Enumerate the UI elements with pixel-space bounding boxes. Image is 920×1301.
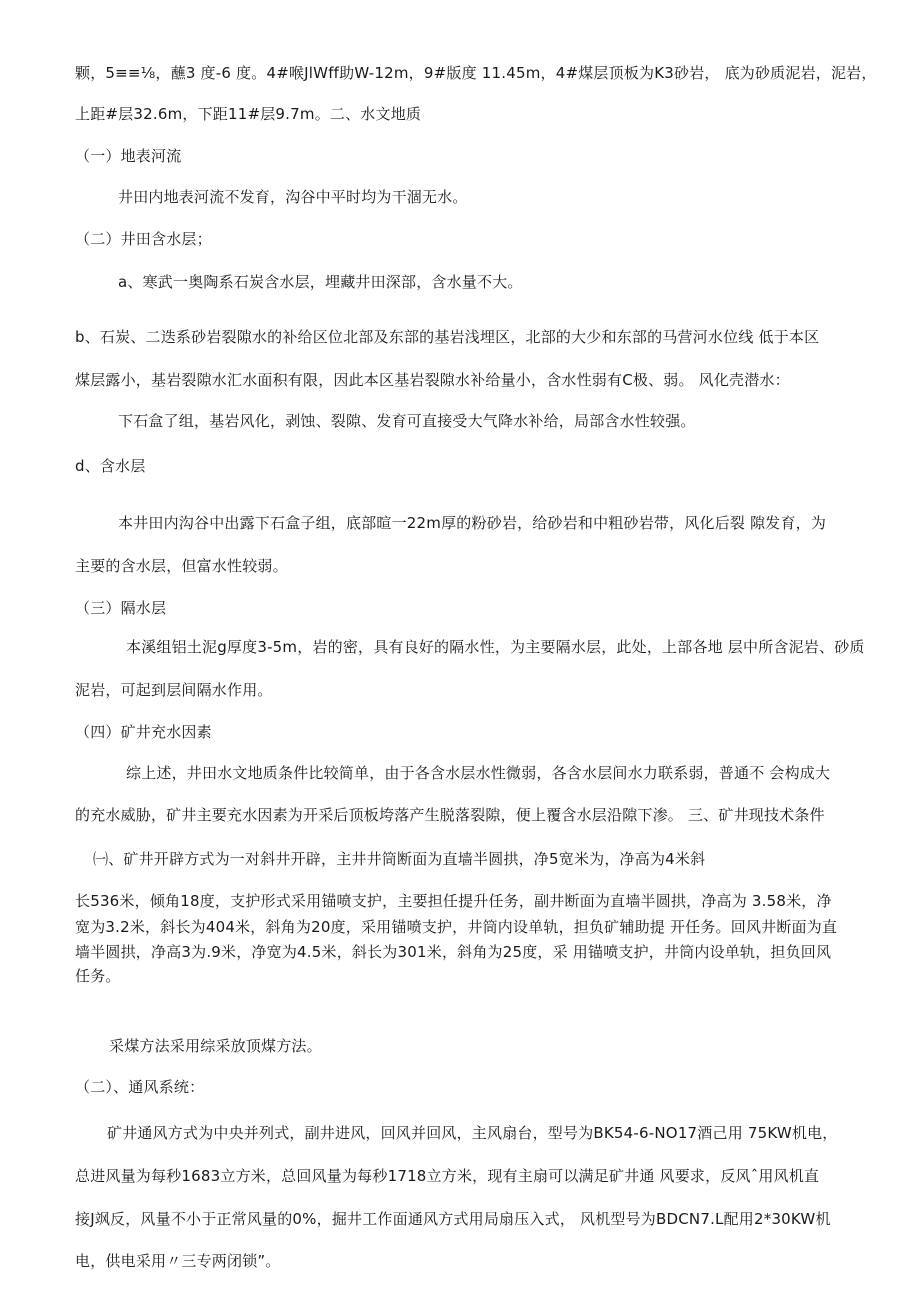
paragraph-line: 下石盒了组，基岩风化，剥蚀、裂隙、发育可直接受大气降水补给，局部含水性较强。 xyxy=(118,412,696,430)
paragraph-line: 综上述，井田水文地质条件比较简单，由于各含水层水性微弱，各含水层间水力联系弱，普通不 会构成大 xyxy=(126,764,831,782)
list-item: b、石炭、二迭系砂岩裂隙水的补给区位北部及东部的基岩浅埋区，北部的大少和东部的马营河水位线 低于本区 xyxy=(75,328,820,346)
paragraph-line: 接J飒反，风量不小于正常风量的0%，掘井工作面通风方式用局扇压入式， 风机型号为BDCN7.L配用2*30KW机 xyxy=(75,1210,831,1228)
section-heading: （一）地表河流 xyxy=(75,147,182,165)
paragraph-line: 的充水威胁，矿井主要充水因素为开采后顶板垮落产生脱落裂隙，便上覆含水层沿隙下渗。 三、矿井现技术条件 xyxy=(75,806,825,824)
section-heading: （二）井田含水层； xyxy=(75,230,212,248)
paragraph-line: 本溪组铝土泥g厚度3-5m，岩的密，具有良好的隔水性，为主要隔水层，此处，上部各地 层中所含泥岩、砂质 xyxy=(126,638,865,656)
paragraph-line: 总进风量为每秒1683立方米，总回风量为每秒1718立方米，现有主扇可以满足矿井通 风要求，反风ˆ用风机直 xyxy=(75,1167,820,1185)
paragraph-line: 泥岩，可起到层间隔水作用。 xyxy=(75,681,273,699)
text-line: 颗，5≡≡⅛，蘸3 度-6 度。4#喉JlWff助W-12m，9#版度 11.45m，4#煤层顶板为K3砂岩， 底为砂质泥岩，泥岩， xyxy=(75,64,877,82)
paragraph-line: 墙半圆拱，净高3为.9米，净宽为4.5米，斜长为301米，斜角为25度，采 用锚喷支护，井筒内设单轨，担负回风 xyxy=(75,943,832,961)
paragraph-line: 宽为3.2米，斜长为404米，斜角为20度，采用锚喷支护，井筒内设单轨，担负矿辅助提 开任务。回风井断面为直 xyxy=(75,918,838,936)
paragraph-line: 井田内地表河流不发育，沟谷中平时均为干涸无水。 xyxy=(118,188,468,206)
paragraph-line: 任务。 xyxy=(75,967,121,985)
section-heading: （三）隔水层 xyxy=(75,599,167,617)
paragraph-line: ㈠、矿井开辟方式为一对斜井开辟，主井井筒断面为直墙半圆拱，净5宽米为，净高为4米斜 xyxy=(93,850,706,868)
list-item: d、含水层 xyxy=(75,457,146,475)
text-line: 上距#层32.6m，下距11#层9.7m。二、水文地质 xyxy=(75,105,422,123)
paragraph-line: 本井田内沟谷中出露下石盒子组，底部暄一22m厚的粉砂岩，给砂岩和中粗砂岩带，风化后裂 隙发育，为 xyxy=(118,514,827,532)
paragraph-line: 主要的含水层，但富水性较弱。 xyxy=(75,557,288,575)
paragraph-line: 采煤方法采用综采放顶煤方法。 xyxy=(109,1037,322,1055)
section-heading: （二）、通风系统： xyxy=(75,1078,205,1096)
paragraph-line: 煤层露小，基岩裂隙水汇水面积有限，因此本区基岩裂隙水补给量小，含水性弱有C极、弱。 风化壳潜水： xyxy=(75,371,790,389)
section-heading: （四）矿井充水因素 xyxy=(75,723,212,741)
paragraph-line: 电，供电采用〃三专两闭锁”。 xyxy=(75,1252,281,1270)
list-item: a、寒武一奥陶系石炭含水层，埋藏井田深部，含水量不大。 xyxy=(118,273,523,291)
paragraph-line: 长536米，倾角18度，支护形式采用锚喷支护，主要担任提升任务，副井断面为直墙半圆拱，净高为 3.58米，净 xyxy=(75,892,832,910)
paragraph-line: 矿井通风方式为中央并列式，副井进风，回风并回风，主风扇台，型号为BK54-6-NO17酒己用 75KW机电， xyxy=(107,1124,838,1142)
